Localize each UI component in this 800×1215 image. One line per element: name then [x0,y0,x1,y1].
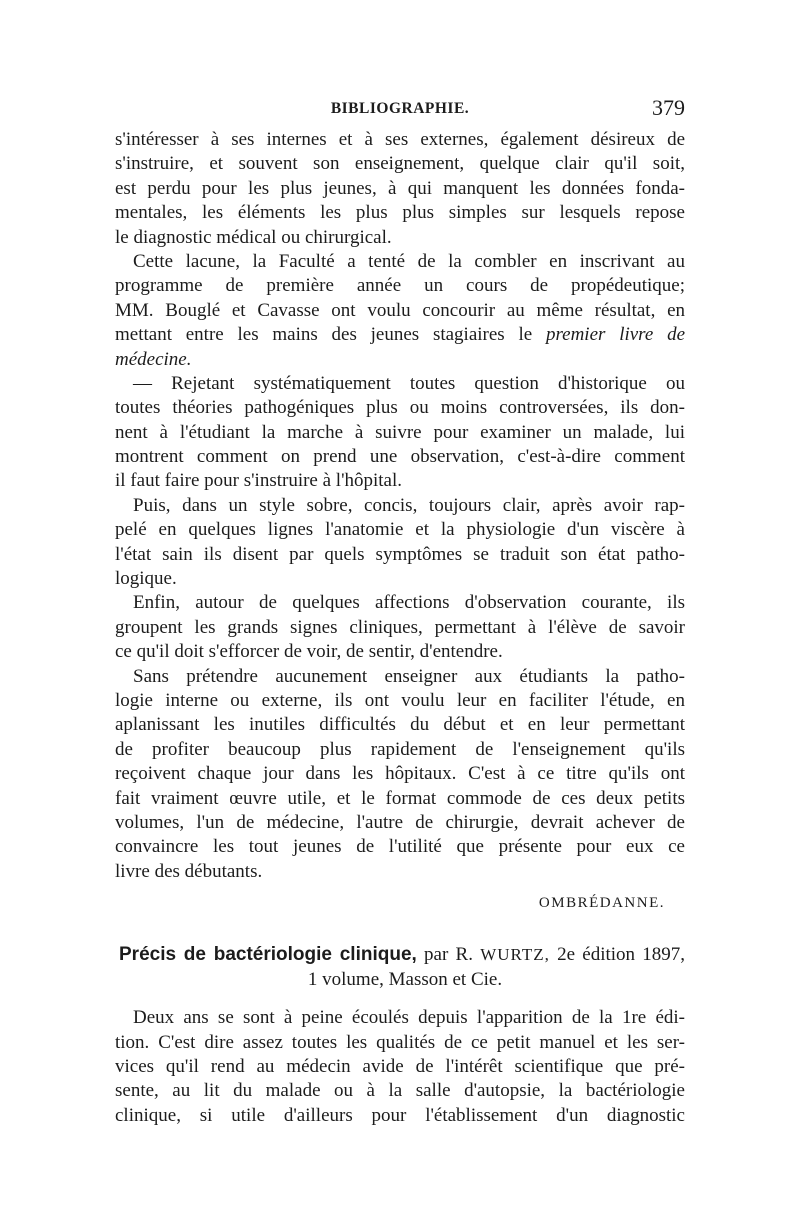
text-line: — Rejetant systématiquement toutes question d'historique ou [133,372,685,394]
text-line: s'instruire, et souvent son enseignement, quelque clair qu'il soit, [115,153,685,175]
text-line: est perdu pour les plus jeunes, à qui manquent les données fonda- [115,177,685,199]
text-line: logie interne ou externe, ils ont voulu leur en faciliter l'étude, en [115,689,685,711]
text-line: Puis, dans un style sobre, concis, toujours clair, après avoir rap- [133,494,685,516]
text-line: reçoivent chaque jour dans les hôpitaux. C'est à ce titre qu'ils ont [115,763,685,785]
text-line: livre des débutants. [115,860,263,882]
text-line: logique. [115,568,177,590]
text-line: nent à l'étudiant la marche à suivre pour examiner un malade, lui [115,421,685,443]
text-line: montrent comment on prend une observation, c'est-à-dire comment [115,446,685,468]
text-line: toutes théories pathogéniques plus ou moins controversées, ils don- [115,397,685,419]
text-run: mettant entre les mains des jeunes stagiaires le [115,324,533,346]
author-name: WURTZ, [480,945,550,965]
paragraph [115,372,685,494]
text-line: il faut faire pour s'instruire à l'hôpital. [115,470,403,492]
text-line: MM. Bouglé et Cavasse ont voulu concourir au même résultat, en [115,299,685,321]
text-line: ce qu'il doit s'efforcer de voir, de sentir, d'entendre. [115,641,503,663]
signature: OMBRÉDANNE. [538,895,665,912]
text-line: tion. C'est dire assez toutes les qualités de ce petit manuel et les ser- [115,1031,685,1053]
review-heading [115,942,685,992]
text-line: le diagnostic médical ou chirurgical. [115,226,392,248]
text-line: s'intéresser à ses internes et à ses externes, également désireux de [115,129,685,150]
text-line: mentales, les éléments les plus plus simples sur lesquels repose [115,202,685,224]
review-ombredanne [115,128,685,884]
page-header [115,95,685,124]
text-line: Enfin, autour de quelques affections d'observation courante, ils [133,592,685,614]
text-line: pelé en quelques lignes l'anatomie et la physiologie d'un viscère à [115,519,685,541]
text-line: groupent les grands signes cliniques, permettant à l'élève de savoir [115,616,685,638]
text-line: sente, au lit du malade ou à la salle d'autopsie, la bactériologie [115,1080,685,1102]
text-line: Cette lacune, la Faculté a tenté de la combler en inscrivant au [133,250,685,272]
body-text [115,128,685,1128]
review-title-line [115,942,685,967]
text-line: de profiter beaucoup plus rapidement de l'enseignement qu'ils [115,738,685,760]
paragraph [115,494,685,592]
review-subtitle: 1 volume, Masson et Cie. [307,969,503,991]
text-line: volumes, l'un de médecine, l'autre de chirurgie, devrait achever de [115,811,685,833]
text-line: clinique, si utile d'ailleurs pour l'établissement d'un diagnostic [115,1104,685,1126]
text-line: fait vraiment œuvre utile, et le format commode de ces deux petits [115,787,685,809]
paragraph [115,128,685,250]
paragraph [115,250,685,372]
running-head: BIBLIOGRAPHIE. [330,100,470,117]
text-line: vices qu'il rend au médecin avide de l'intérêt scientifique que pré- [115,1055,685,1077]
review-body [115,1006,685,1128]
page-number: 379 [652,95,685,120]
edition-text: 2e édition 1897, [557,944,686,966]
italic-title: premier livre de [545,324,686,346]
paragraph [115,665,685,885]
text-line: l'état sain ils disent par quels symptômes se traduit son état patho- [115,543,685,565]
text-line: Deux ans se sont à peine écoulés depuis l'apparition de la 1re édi- [133,1007,685,1029]
text-line: Sans prétendre aucunement enseigner aux étudiants la patho- [133,665,685,687]
text-line [115,323,685,347]
paragraph [115,591,685,664]
by-text: par R. [424,944,473,966]
text-line: convaincre les tout jeunes de l'utilité que présente pour eux ce [115,836,685,858]
text-line: programme de première année un cours de propédeutique; [115,275,685,297]
book-title: Précis de bactériologie clinique, [119,944,417,966]
text-line: médecine. [115,348,192,370]
text-line: aplanissant les inutiles difficultés du début et en leur permettant [115,714,685,736]
